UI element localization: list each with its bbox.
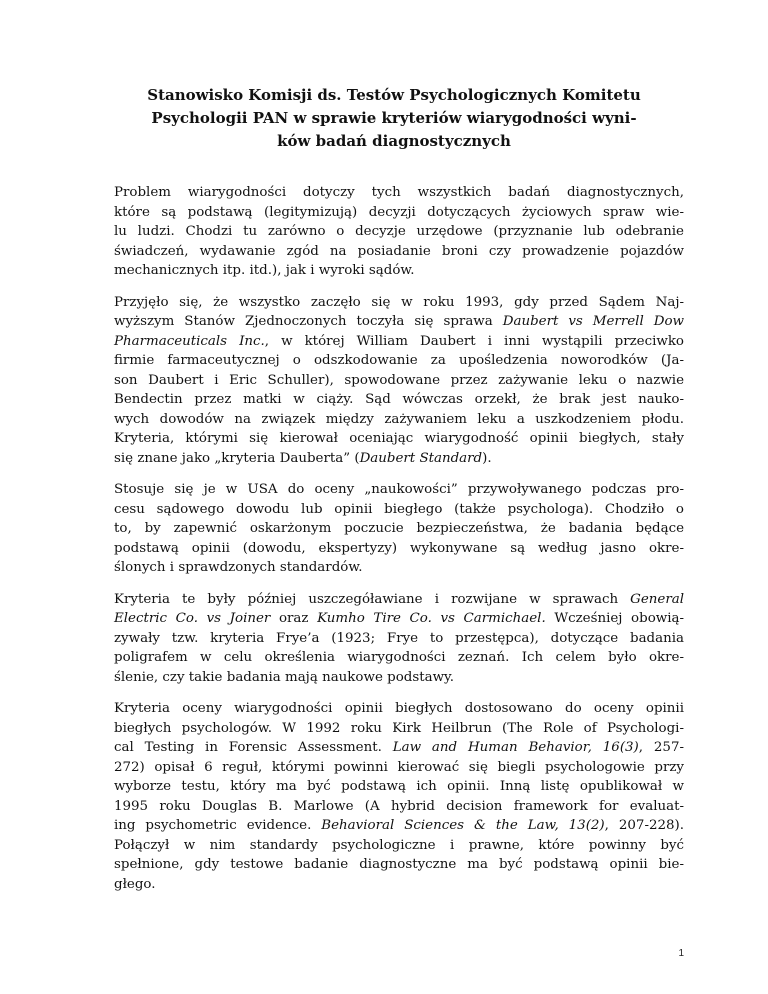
case-name: Electric Co. vs Joiner <box>114 611 271 626</box>
text-line: mechanicznych itp. itd.), jak i wyroki sądów. <box>114 263 415 278</box>
text-line: Kryteria oceny wiarygodności opinii biegłych dostosowano do oceny opinii <box>114 701 684 716</box>
case-name: Kumho Tire Co. vs Carmichael. <box>317 611 546 626</box>
text-line: 272) opisał 6 reguł, którymi powinni kierować się biegli psychologowie przy <box>114 759 684 775</box>
text-line: które są podstawą (legitymizują) decyzji dotyczących życiowych spraw wie- <box>114 204 684 220</box>
case-name: General <box>630 591 684 607</box>
case-name: Daubert vs Merrell Dow <box>502 314 684 329</box>
text-line: wych dowodów na związek między zażywaniem leku a uszkodzeniem płodu. <box>114 411 684 427</box>
text-line: głego. <box>114 876 156 892</box>
text-line <box>114 738 684 758</box>
text-line: biegłych psychologów. W 1992 roku Kirk Heilbrun (The Role of Psychologi- <box>114 720 684 736</box>
text-run: ). <box>482 450 492 466</box>
text-line <box>114 609 684 629</box>
text-line <box>114 590 684 610</box>
paragraph-5 <box>114 699 684 894</box>
paragraph-1 <box>114 183 684 281</box>
journal-name: Behavioral Sciences & the Law, 13(2) <box>321 818 605 833</box>
title-line: ków badań diagnostycznych <box>277 132 511 150</box>
text-line: 1995 roku Douglas B. Marlowe (A hybrid decision framework for evaluat- <box>114 798 684 814</box>
text-line: ślonych i sprawdzonych standardów. <box>114 560 363 575</box>
text-run: , 257- <box>638 740 684 755</box>
paragraph-4 <box>114 590 684 688</box>
text-line: to, by zapewnić oskarżonym poczucie bezpieczeństwa, że badania będące <box>114 521 684 536</box>
text-run: wyższym Stanów Zjednoczonych toczyła się sprawa <box>114 314 503 329</box>
text-line: firmie farmaceutycznej o odszkodowanie za upośledzenia noworodków (Ja- <box>114 353 684 368</box>
text-line: spełnione, gdy testowe badanie diagnostyczne ma być podstawą opinii bie- <box>114 857 684 872</box>
text-line: cesu sądowego dowodu lub opinii biegłego (także psychologa). Chodziło o <box>114 501 684 517</box>
text-run: Kryteria te były później uszczegóławiane i rozwijane w sprawach <box>114 591 631 607</box>
text-line <box>114 332 684 352</box>
case-name: Pharmaceuticals Inc. <box>114 333 265 349</box>
text-line: Stosuje się je w USA do oceny „naukowości” przywoływanego podczas pro- <box>114 482 684 497</box>
text-run: się znane jako „kryteria Dauberta” ( <box>114 450 360 466</box>
journal-name: Law and Human Behavior, 16(3) <box>392 740 639 755</box>
text-line: Przyjęło się, że wszystko zaczęło się w roku 1993, gdy przed Sądem Naj- <box>114 294 684 310</box>
paragraph-2 <box>114 293 684 469</box>
text-line: ślenie, czy takie badania mają naukowe podstawy. <box>114 669 455 685</box>
document-title <box>104 84 684 153</box>
text-line: Problem wiarygodności dotyczy tych wszystkich badań diagnostycznych, <box>114 185 684 200</box>
text-line: podstawą opinii (dowodu, ekspertyzy) wykonywane są według jasno okre- <box>114 540 684 556</box>
text-line <box>114 449 684 469</box>
text-run: oraz <box>270 611 318 626</box>
title-line: Stanowisko Komisji ds. Testów Psychologicznych Komitetu <box>147 86 641 104</box>
text-run: ing psychometric evidence. <box>114 818 322 833</box>
text-line: zywały tzw. kryteria Frye’a (1923; Frye to przestępca), dotyczące badania <box>114 630 684 646</box>
text-run: Wcześniej obowią- <box>545 611 685 626</box>
text-line: Kryteria, którymi się kierował oceniając wiarygodność opinii biegłych, stały <box>114 431 684 446</box>
text-run: , 207-228). <box>604 818 685 833</box>
text-line: Połączył w nim standardy psychologiczne i prawne, które powinny być <box>114 837 684 853</box>
title-line: Psychologii PAN w sprawie kryteriów wiarygodności wyni- <box>151 109 637 127</box>
paragraph-3 <box>114 480 684 578</box>
text-run: , w której William Daubert i inni wystąpili przeciwko <box>264 333 684 349</box>
text-line <box>114 816 684 836</box>
text-line: poligrafem w celu określenia wiarygodności zeznań. Ich celem było okre- <box>114 650 684 665</box>
text-line: świadczeń, wydawanie zgód na posiadanie broni czy prowadzenie pojazdów <box>114 243 684 259</box>
page-number: 1 <box>678 948 684 959</box>
text-line <box>114 312 684 332</box>
text-run: cal Testing in Forensic Assessment. <box>114 740 393 755</box>
text-line: wyborze testu, który ma być podstawą ich opinii. Inną listę opublikował w <box>114 779 684 794</box>
standard-name: Daubert Standard <box>359 450 483 466</box>
text-line: lu ludzi. Chodzi tu zarówno o decyzje urzędowe (przyznanie lub odebranie <box>114 224 684 239</box>
text-line: Bendectin przez matki w ciąży. Sąd wówczas orzekł, że brak jest nauko- <box>114 392 684 407</box>
text-line: son Daubert i Eric Schuller), spowodowane przez zażywanie leku o nazwie <box>114 372 684 388</box>
document-body <box>114 183 684 906</box>
